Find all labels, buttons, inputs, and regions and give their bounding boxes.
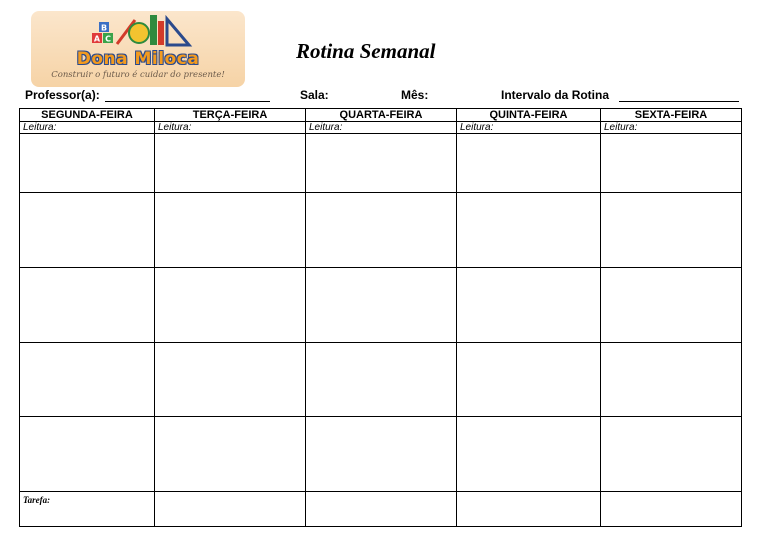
- routine-cell[interactable]: [601, 268, 742, 343]
- homework-label[interactable]: Tarefa:: [20, 492, 155, 527]
- interval-field[interactable]: [619, 101, 739, 102]
- day-header-thursday: QUINTA-FEIRA: [457, 109, 601, 122]
- reading-cell-monday[interactable]: Leitura:: [20, 122, 155, 134]
- homework-cell[interactable]: [601, 492, 742, 527]
- routine-cell[interactable]: [20, 268, 155, 343]
- routine-cell[interactable]: [457, 193, 601, 268]
- routine-row: [20, 343, 742, 417]
- svg-text:A: A: [93, 34, 101, 44]
- homework-cell[interactable]: [155, 492, 306, 527]
- routine-row: [20, 417, 742, 492]
- school-blocks-icon: [31, 11, 245, 51]
- reading-cell-wednesday[interactable]: Leitura:: [306, 122, 457, 134]
- routine-row: [20, 193, 742, 268]
- reading-cell-tuesday[interactable]: Leitura:: [155, 122, 306, 134]
- routine-cell[interactable]: [601, 134, 742, 193]
- routine-cell[interactable]: [20, 343, 155, 417]
- routine-cell[interactable]: [155, 193, 306, 268]
- weekly-routine-table: [19, 108, 742, 527]
- routine-cell[interactable]: [457, 417, 601, 492]
- logo: [31, 11, 245, 87]
- routine-cell[interactable]: [306, 268, 457, 343]
- routine-cell[interactable]: [306, 417, 457, 492]
- routine-cell[interactable]: [155, 417, 306, 492]
- day-header-wednesday: QUARTA-FEIRA: [306, 109, 457, 122]
- routine-cell[interactable]: [306, 193, 457, 268]
- routine-cell[interactable]: [155, 268, 306, 343]
- reading-cell-thursday[interactable]: Leitura:: [457, 122, 601, 134]
- page-title: Rotina Semanal: [296, 39, 436, 63]
- svg-text:C: C: [105, 34, 111, 44]
- room-label: Sala:: [300, 88, 329, 102]
- routine-cell[interactable]: [457, 343, 601, 417]
- routine-cell[interactable]: [601, 417, 742, 492]
- routine-cell[interactable]: [20, 417, 155, 492]
- homework-row: [20, 492, 742, 527]
- month-label: Mês:: [401, 88, 429, 102]
- day-header-tuesday: TERÇA-FEIRA: [155, 109, 306, 122]
- teacher-field[interactable]: [105, 101, 270, 102]
- routine-cell[interactable]: [601, 343, 742, 417]
- routine-cell[interactable]: [306, 134, 457, 193]
- brand-tagline: Construir o futuro é cuidar do presente!: [51, 70, 225, 80]
- routine-cell[interactable]: [601, 193, 742, 268]
- routine-cell[interactable]: [457, 268, 601, 343]
- routine-cell[interactable]: [20, 193, 155, 268]
- homework-cell[interactable]: [457, 492, 601, 527]
- reading-cell-friday[interactable]: Leitura:: [601, 122, 742, 134]
- routine-cell[interactable]: [457, 134, 601, 193]
- routine-cell[interactable]: [155, 343, 306, 417]
- svg-text:B: B: [100, 23, 108, 33]
- day-header-row: [20, 109, 742, 122]
- homework-cell[interactable]: [306, 492, 457, 527]
- day-header-monday: SEGUNDA-FEIRA: [20, 109, 155, 122]
- routine-cell[interactable]: [20, 134, 155, 193]
- routine-row: [20, 134, 742, 193]
- teacher-label: Professor(a):: [25, 88, 100, 102]
- routine-cell[interactable]: [155, 134, 306, 193]
- day-header-friday: SEXTA-FEIRA: [601, 109, 742, 122]
- interval-label: Intervalo da Rotina: [501, 88, 610, 102]
- routine-row: [20, 268, 742, 343]
- brand-name: Dona Miloca: [76, 49, 200, 69]
- routine-cell[interactable]: [306, 343, 457, 417]
- reading-row: [20, 122, 742, 134]
